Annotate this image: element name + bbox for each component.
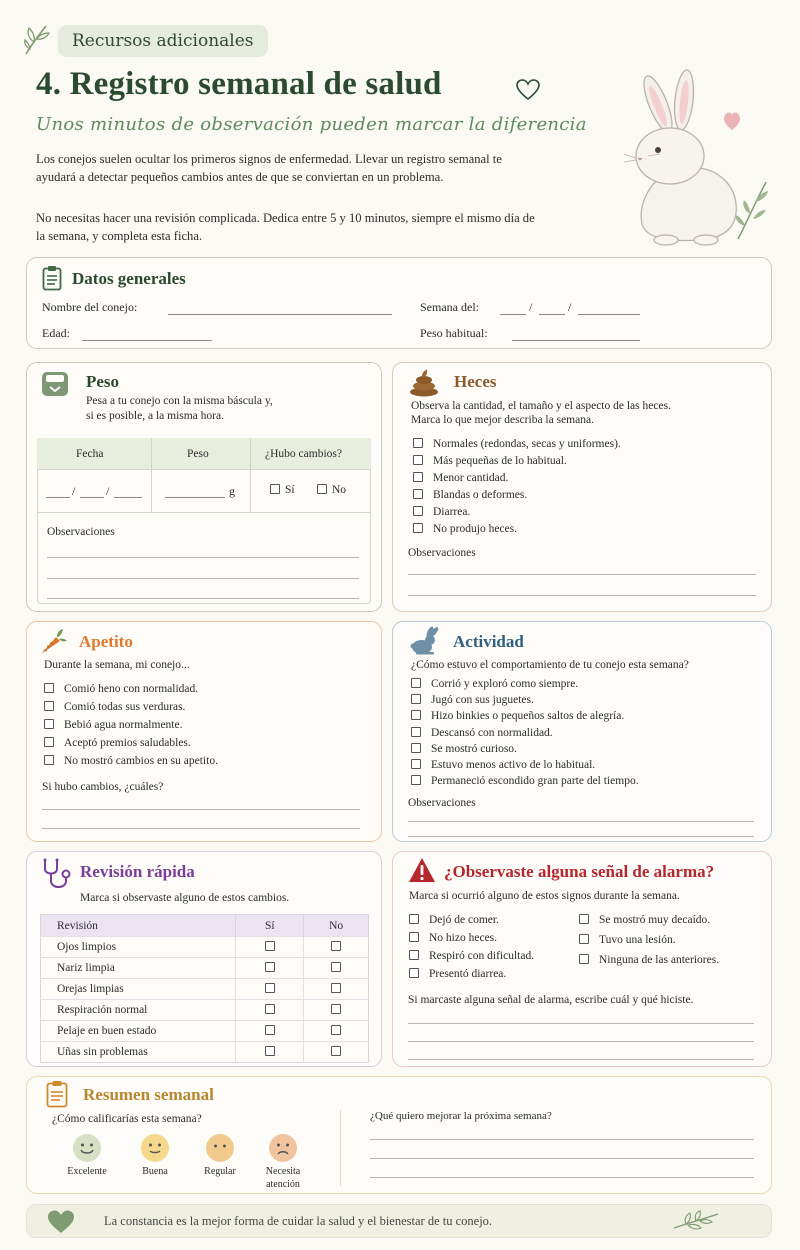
summary-title: Resumen semanal — [83, 1085, 214, 1104]
feces-option-checkbox[interactable] — [413, 472, 508, 484]
changes-yes-checkbox[interactable] — [270, 484, 295, 496]
feces-obs-line[interactable] — [408, 574, 756, 575]
intro-paragraph-2: No necesitas hacer una revisión complicada. Dedica entre 5 y 10 minutos, siempre el mismo día de la semana, y completa esta ficha. — [36, 211, 535, 243]
activity-option-label: Descansó con normalidad. — [431, 726, 553, 739]
check-no-cell — [304, 958, 369, 979]
rating-regular-label: Regular — [204, 1166, 236, 1177]
checkbox-box[interactable] — [409, 968, 419, 978]
rabbit-icon — [410, 626, 442, 656]
check-item-label: Nariz limpia — [41, 958, 236, 979]
check-no-checkbox[interactable] — [331, 983, 341, 993]
stethoscope-icon — [40, 857, 74, 893]
appetite-option-checkbox[interactable] — [44, 737, 191, 749]
face-good-icon[interactable] — [140, 1133, 170, 1163]
activity-option-checkbox[interactable] — [411, 710, 624, 722]
alarm-option-checkbox[interactable] — [579, 934, 676, 946]
check-yes-cell — [236, 1000, 304, 1021]
activity-option-label: Se mostró curioso. — [431, 742, 517, 755]
warning-icon — [408, 857, 436, 883]
feces-option-checkbox[interactable] — [413, 523, 517, 535]
check-yes-cell — [236, 1042, 304, 1063]
page-subtitle: Unos minutos de observación pueden marcar la diferencia — [36, 114, 587, 135]
weight-obs-line[interactable] — [47, 598, 359, 599]
checkbox-box[interactable] — [44, 755, 54, 765]
checkbox-box[interactable] — [411, 759, 421, 769]
feces-obs-line[interactable] — [408, 595, 756, 596]
feces-option-label: Más pequeñas de lo habitual. — [433, 455, 567, 467]
age-label: Edad: — [42, 326, 70, 340]
activity-obs-line[interactable] — [408, 836, 754, 837]
activity-obs-label: Observaciones — [408, 797, 476, 809]
checkbox-box[interactable] — [44, 701, 54, 711]
col-revision: Revisión — [41, 915, 236, 937]
rating-excellent-label: Excelente — [67, 1166, 107, 1177]
check-no-checkbox[interactable] — [331, 1025, 341, 1035]
date-slash: / — [72, 484, 76, 498]
appetite-option-checkbox[interactable] — [44, 701, 185, 713]
alarm-title: ¿Observaste alguna señal de alarma? — [444, 862, 715, 881]
checkbox-box[interactable] — [413, 438, 423, 448]
page-title: 4. Registro semanal de salud — [36, 66, 442, 102]
weight-obs-label: Observaciones — [47, 526, 115, 538]
appetite-option-label: Comió heno con normalidad. — [64, 683, 199, 695]
checkbox-box[interactable] — [413, 455, 423, 465]
summary-question: ¿Cómo calificarías esta semana? — [52, 1113, 202, 1125]
intro-paragraph-1: Los conejos suelen ocultar los primeros signos de enfermedad. Llevar un registro semanal te ayudará a detectar pequeños cambios antes de que se conviertan en un problema. — [36, 152, 502, 184]
feces-option-label: No produjo heces. — [433, 523, 517, 535]
rabbit-name-field[interactable] — [168, 314, 392, 315]
changes-no-checkbox[interactable] — [317, 484, 346, 496]
feces-title: Heces — [454, 372, 497, 391]
date-slash: / — [529, 300, 533, 314]
section-pill: Recursos adicionales — [58, 25, 268, 57]
weight-unit: g — [229, 484, 235, 498]
alarm-option-label: Ninguna de las anteriores. — [599, 954, 720, 966]
check-yes-cell — [236, 937, 304, 958]
checkbox-box[interactable] — [413, 472, 423, 482]
checkbox-box[interactable] — [411, 727, 421, 737]
alarm-option-label: Se mostró muy decaído. — [599, 914, 711, 926]
checkbox-box[interactable] — [409, 914, 419, 924]
check-item-label: Orejas limpias — [41, 979, 236, 1000]
checkbox-box[interactable] — [409, 950, 419, 960]
summary-divider — [340, 1110, 341, 1186]
rating-good-label: Buena — [142, 1166, 168, 1177]
alarm-option-checkbox[interactable] — [579, 914, 710, 926]
col-divider — [151, 438, 152, 512]
col-divider — [250, 438, 251, 512]
checkbox-box[interactable] — [411, 694, 421, 704]
table-row — [41, 1042, 369, 1063]
checkbox-box[interactable] — [413, 506, 423, 516]
general-data-title: Datos generales — [72, 269, 186, 288]
date-slash: / — [106, 484, 110, 498]
table-row — [41, 958, 369, 979]
weight-obs-line[interactable] — [47, 578, 359, 579]
check-yes-cell — [236, 958, 304, 979]
quick-check-title: Revisión rápida — [80, 862, 195, 881]
alarm-option-label: No hizo heces. — [429, 932, 498, 944]
weight-value-field[interactable] — [165, 497, 225, 498]
check-yes-checkbox[interactable] — [265, 983, 275, 993]
scale-icon — [40, 369, 70, 399]
check-item-label: Ojos limpios — [41, 937, 236, 958]
appetite-option-label: No mostró cambios en su apetito. — [64, 755, 218, 767]
feces-desc-2: Marca lo que mejor describa la semana. — [411, 414, 594, 426]
alarm-option-label: Tuvo una lesión. — [599, 934, 676, 946]
table-row — [41, 937, 369, 958]
col-no: No — [304, 915, 369, 937]
check-no-cell — [304, 1000, 369, 1021]
check-no-checkbox[interactable] — [331, 941, 341, 951]
weight-desc-2: si es posible, a la misma hora. — [86, 410, 224, 422]
checkbox-box[interactable] — [413, 489, 423, 499]
feces-desc-1: Observa la cantidad, el tamaño y el aspecto de las heces. — [411, 400, 671, 412]
appetite-question: Si hubo cambios, ¿cuáles? — [42, 781, 164, 793]
activity-option-checkbox[interactable] — [411, 775, 639, 787]
leaf-icon — [22, 22, 52, 56]
improve-line[interactable] — [370, 1177, 754, 1178]
table-row — [41, 1021, 369, 1042]
improve-line[interactable] — [370, 1158, 754, 1159]
checkbox-box[interactable] — [579, 954, 589, 964]
check-no-checkbox[interactable] — [331, 1004, 341, 1014]
leaf-icon — [672, 1210, 720, 1232]
usual-weight-field[interactable] — [512, 340, 640, 341]
check-no-checkbox[interactable] — [331, 1046, 341, 1056]
appetite-answer-line[interactable] — [42, 828, 360, 829]
changes-yes-label: Sí — [285, 484, 295, 496]
alarm-answer-line[interactable] — [408, 1023, 754, 1024]
check-no-cell — [304, 1042, 369, 1063]
appetite-option-checkbox[interactable] — [44, 719, 182, 731]
appetite-desc: Durante la semana, mi conejo... — [44, 659, 190, 671]
col-fecha: Fecha — [76, 448, 104, 460]
weight-title: Peso — [86, 372, 120, 391]
appetite-title: Apetito — [79, 632, 133, 651]
table-row — [41, 979, 369, 1000]
alarm-answer-line[interactable] — [408, 1059, 754, 1060]
feces-option-label: Diarrea. — [433, 506, 471, 518]
activity-option-checkbox[interactable] — [411, 743, 517, 755]
feces-option-checkbox[interactable] — [413, 455, 567, 467]
quick-check-table — [40, 914, 369, 1063]
check-no-cell — [304, 1021, 369, 1042]
checkbox-box[interactable] — [411, 775, 421, 785]
quick-check-desc: Marca si observaste alguno de estos cambios. — [80, 892, 290, 904]
alarm-option-label: Respiró con dificultad. — [429, 950, 535, 962]
appetite-option-label: Aceptó premios saludables. — [64, 737, 191, 749]
weight-obs-line[interactable] — [47, 557, 359, 558]
checkbox-box[interactable] — [44, 737, 54, 747]
week-year-field[interactable] — [578, 314, 640, 315]
activity-option-label: Hizo binkies o pequeños saltos de alegría. — [431, 710, 625, 723]
checkbox-box[interactable] — [579, 914, 589, 924]
date-slash: / — [568, 300, 572, 314]
feces-option-label: Blandas o deformes. — [433, 489, 528, 501]
alarm-option-checkbox[interactable] — [409, 950, 534, 962]
face-regular-icon[interactable] — [205, 1133, 235, 1163]
week-month-field[interactable] — [539, 314, 565, 315]
activity-option-checkbox[interactable] — [411, 759, 595, 771]
check-no-cell — [304, 937, 369, 958]
appetite-option-label: Bebió agua normalmente. — [64, 719, 183, 731]
heart-icon — [46, 1209, 76, 1235]
alarm-option-checkbox[interactable] — [409, 914, 499, 926]
activity-option-label: Estuvo menos activo de lo habitual. — [431, 759, 596, 771]
appetite-option-checkbox[interactable] — [44, 755, 218, 767]
check-no-cell — [304, 979, 369, 1000]
poop-icon — [408, 367, 440, 397]
changes-no-label: No — [332, 484, 347, 496]
age-field[interactable] — [82, 340, 212, 341]
activity-option-label: Permaneció escondido gran parte del tiempo. — [431, 775, 639, 788]
col-peso: Peso — [187, 448, 209, 460]
alarm-answer-line[interactable] — [408, 1041, 754, 1042]
date-day-field[interactable] — [46, 497, 70, 498]
checkbox-box[interactable] — [411, 678, 421, 688]
rating-needs-label-1: Necesita — [265, 1166, 301, 1177]
appetite-option-label: Comió todas sus verduras. — [64, 701, 186, 713]
alarm-option-checkbox[interactable] — [409, 968, 506, 980]
face-excellent-icon[interactable] — [72, 1133, 102, 1163]
clipboard-icon — [46, 1080, 68, 1108]
checkbox-box[interactable] — [409, 932, 419, 942]
date-month-field[interactable] — [80, 497, 104, 498]
clipboard-icon — [42, 265, 62, 291]
alarm-question: Si marcaste alguna señal de alarma, escribe cuál y qué hiciste. — [408, 994, 694, 1006]
alarm-option-label: Presentó diarrea. — [429, 968, 507, 980]
activity-option-checkbox[interactable] — [411, 694, 534, 706]
check-item-label: Respiración normal — [41, 1000, 236, 1021]
alarm-option-label: Dejó de comer. — [429, 914, 499, 926]
activity-option-checkbox[interactable] — [411, 727, 553, 739]
weight-desc-1: Pesa a tu conejo con la misma báscula y, — [86, 395, 273, 407]
rating-needs-label-2: atención — [266, 1179, 300, 1190]
activity-option-label: Jugó con sus juguetes. — [431, 694, 534, 707]
checkbox-box[interactable] — [579, 934, 589, 944]
activity-option-label: Corrió y exploró como siempre. — [431, 678, 579, 690]
feces-option-checkbox[interactable] — [413, 438, 621, 450]
week-label: Semana del: — [420, 300, 479, 314]
feces-option-checkbox[interactable] — [413, 489, 527, 501]
feces-option-label: Menor cantidad. — [433, 472, 509, 484]
check-yes-checkbox[interactable] — [265, 1025, 275, 1035]
check-yes-checkbox[interactable] — [265, 1004, 275, 1014]
checkbox-box[interactable] — [411, 710, 421, 720]
col-si: Sí — [236, 915, 304, 937]
activity-desc: ¿Cómo estuvo el comportamiento de tu conejo esta semana? — [411, 659, 689, 671]
date-year-field[interactable] — [114, 497, 142, 498]
check-yes-checkbox[interactable] — [265, 941, 275, 951]
alarm-option-checkbox[interactable] — [409, 932, 497, 944]
carrot-icon — [38, 627, 68, 657]
appetite-answer-line[interactable] — [42, 809, 360, 810]
checkbox-box[interactable] — [44, 719, 54, 729]
appetite-option-checkbox[interactable] — [44, 683, 198, 695]
usual-weight-label: Peso habitual: — [420, 326, 488, 340]
col-cambios: ¿Hubo cambios? — [265, 448, 342, 460]
check-yes-checkbox[interactable] — [265, 962, 275, 972]
row-divider — [37, 512, 371, 513]
check-no-checkbox[interactable] — [331, 962, 341, 972]
activity-title: Actividad — [453, 632, 524, 651]
check-item-label: Uñas sin problemas — [41, 1042, 236, 1063]
feces-option-label: Normales (redondas, secas y uniformes). — [433, 438, 621, 450]
improve-question: ¿Qué quiero mejorar la próxima semana? — [370, 1110, 552, 1122]
check-yes-cell — [236, 979, 304, 1000]
check-yes-cell — [236, 1021, 304, 1042]
alarm-desc: Marca si ocurrió alguno de estos signos durante la semana. — [409, 890, 680, 902]
week-day-field[interactable] — [500, 314, 526, 315]
check-item-label: Pelaje en buen estado — [41, 1021, 236, 1042]
face-needs-attention-icon[interactable] — [268, 1133, 298, 1163]
footer-text: La constancia es la mejor forma de cuidar la salud y el bienestar de tu conejo. — [104, 1214, 493, 1228]
activity-obs-line[interactable] — [408, 821, 754, 822]
feces-option-checkbox[interactable] — [413, 506, 470, 518]
improve-line[interactable] — [370, 1139, 754, 1140]
bunny-illustration — [610, 64, 780, 249]
rabbit-name-label: Nombre del conejo: — [42, 300, 138, 314]
heart-outline-icon — [515, 78, 541, 102]
checkbox-box[interactable] — [413, 523, 423, 533]
feces-obs-label: Observaciones — [408, 547, 476, 559]
checkbox-box[interactable] — [411, 743, 421, 753]
check-yes-checkbox[interactable] — [265, 1046, 275, 1056]
alarm-option-checkbox[interactable] — [579, 954, 719, 966]
activity-option-checkbox[interactable] — [411, 678, 578, 690]
table-row — [41, 1000, 369, 1021]
checkbox-box[interactable] — [44, 683, 54, 693]
